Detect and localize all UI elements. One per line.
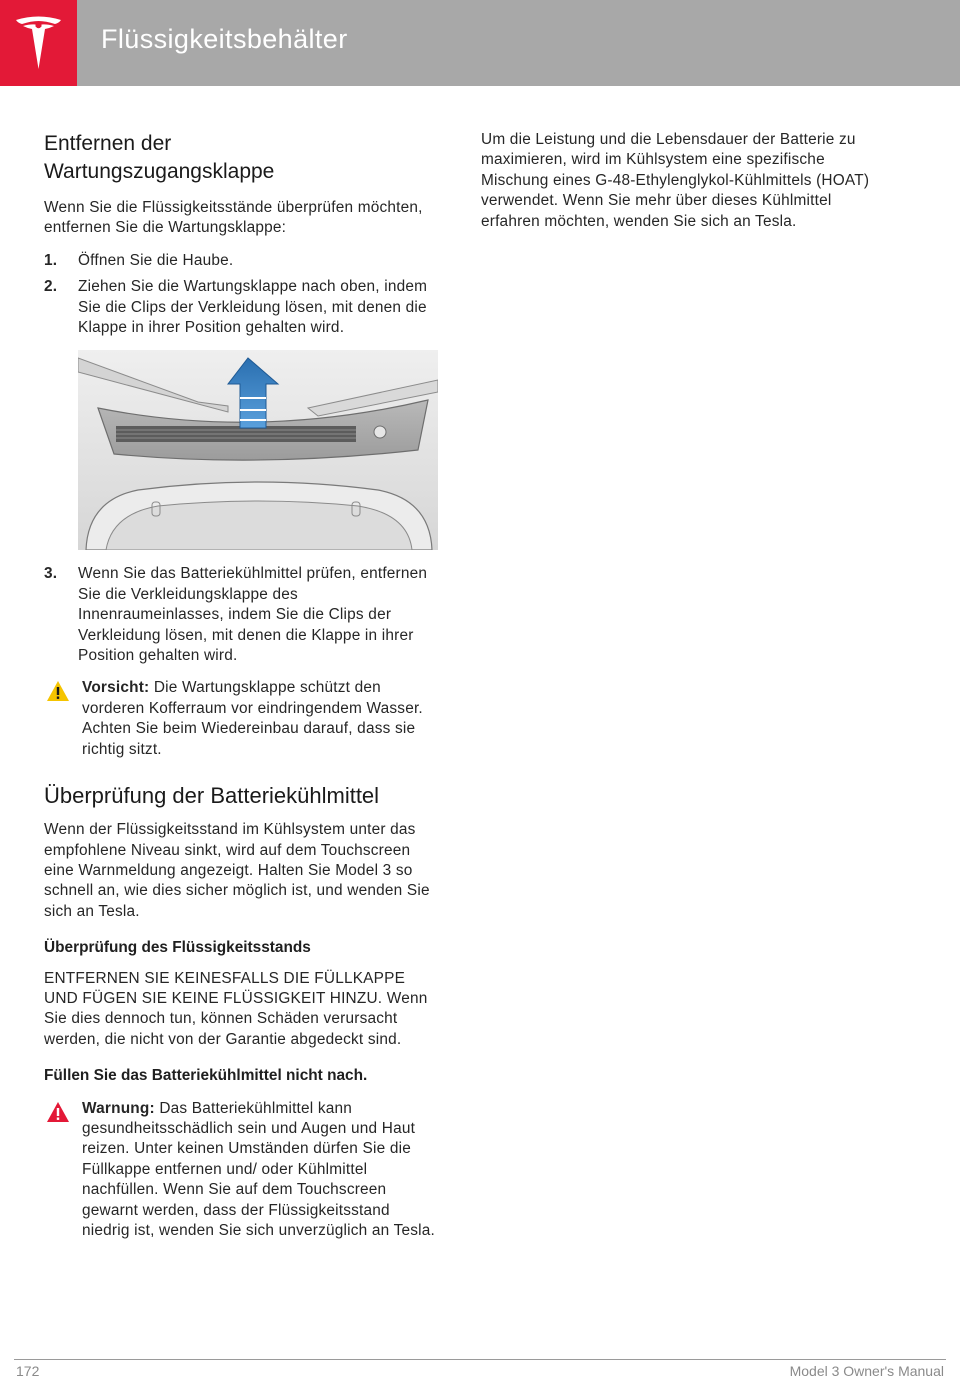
coolant-info-paragraph: Um die Leistung und die Lebensdauer der Batterie zu maximieren, wird im Kühlsystem eine spezifische Mischung eines G-48-Ethylenglykol-Kühlmittels (HOAT) verwendet. Wenn Sie mehr über dieses Kühlmittel erfahren möchten, wenden Sie sich an Tesla. <box>481 131 870 230</box>
warning-text: Das Batteriekühlmittel kann gesundheitsschädlich sein und Augen und Haut reizen. Unter keinen Umständen dürfen Sie die Füllkappe entfernen und/ oder Kühlmittel nachfüllen. Wenn Sie auf dem Touchscreen gewarnt werden, dass der Flüssigkeitsstand niedrig ist, wenden Sie sich unverzüglich an Tesla. <box>82 1099 435 1239</box>
section-intro: Wenn Sie die Flüssigkeitsstände überprüfen möchten, entfernen Sie die Wartungsklappe: <box>44 199 423 237</box>
tesla-logo <box>0 0 77 86</box>
left-column <box>44 130 440 1241</box>
step-number: 2. <box>44 278 58 296</box>
list-item <box>44 564 440 666</box>
step-number: 3. <box>44 565 58 583</box>
page-title: Flüssigkeitsbehälter <box>101 24 348 54</box>
caution-label: Vorsicht: <box>82 679 150 697</box>
step-number: 1. <box>44 251 58 269</box>
caution-callout <box>44 678 440 760</box>
caution-text: Die Wartungsklappe schützt den vorderen Kofferraum vor eindringendem Wasser. Achten Sie beim Wiedereinbau darauf, dass sie richtig sitzt. <box>82 679 423 758</box>
steps-list <box>44 251 440 339</box>
section-title-line-2: Wartungszugangsklappe <box>44 160 275 183</box>
list-item <box>44 277 440 338</box>
steps-list-continued <box>44 564 440 666</box>
section-title-remove-panel <box>44 130 440 186</box>
step-text: Wenn Sie das Batteriekühlmittel prüfen, entfernen Sie die Verkleidungsklappe des Innenraumeinlasses, indem Sie die Clips der Verkleidung lösen, mit denen die Klappe in ihrer Position gehalten wird. <box>78 565 428 665</box>
section-title-line-1: Entfernen der <box>44 132 172 155</box>
maintenance-panel-illustration <box>78 350 438 550</box>
page-header <box>0 0 960 86</box>
warning-callout <box>44 1099 440 1242</box>
tesla-logo-icon <box>13 14 64 72</box>
warning-label: Warnung: <box>82 1099 155 1117</box>
list-item <box>44 251 440 271</box>
section-title-coolant-check: Überprüfung der Batteriekühlmittel <box>44 783 380 809</box>
page-number: 172 <box>16 1363 40 1379</box>
caps-warning-text: ENTFERNEN SIE KEINESFALLS DIE FÜLLKAPPE UND FÜGEN SIE KEINE FLÜSSIGKEIT HINZU. Wenn Sie dies dennoch tun, können Schäden verursacht werden, die nicht von der Garantie abgedeckt sind. <box>44 969 428 1048</box>
bold-instruction: Füllen Sie das Batteriekühlmittel nicht nach. <box>44 1067 368 1085</box>
step-text: Ziehen Sie die Wartungsklappe nach oben, indem Sie die Clips der Verkleidung lösen, mit denen die Klappe in ihrer Position gehalten wird. <box>78 278 428 337</box>
subsection-heading: Überprüfung des Flüssigkeitsstands <box>44 939 311 957</box>
manual-title: Model 3 Owner's Manual <box>789 1363 944 1379</box>
step-text: Öffnen Sie die Haube. <box>78 251 234 269</box>
footer-divider <box>14 1359 946 1360</box>
warning-triangle-icon <box>46 1101 70 1123</box>
caution-triangle-icon <box>46 680 70 702</box>
right-column <box>481 130 881 232</box>
section-body: Wenn der Flüssigkeitsstand im Kühlsystem unter das empfohlene Niveau sinkt, wird auf dem Touchscreen eine Warnmeldung angezeigt. Halten Sie Model 3 so schnell an, wie dies sicher möglich ist, und wenden Sie sich an Tesla. <box>44 821 430 920</box>
